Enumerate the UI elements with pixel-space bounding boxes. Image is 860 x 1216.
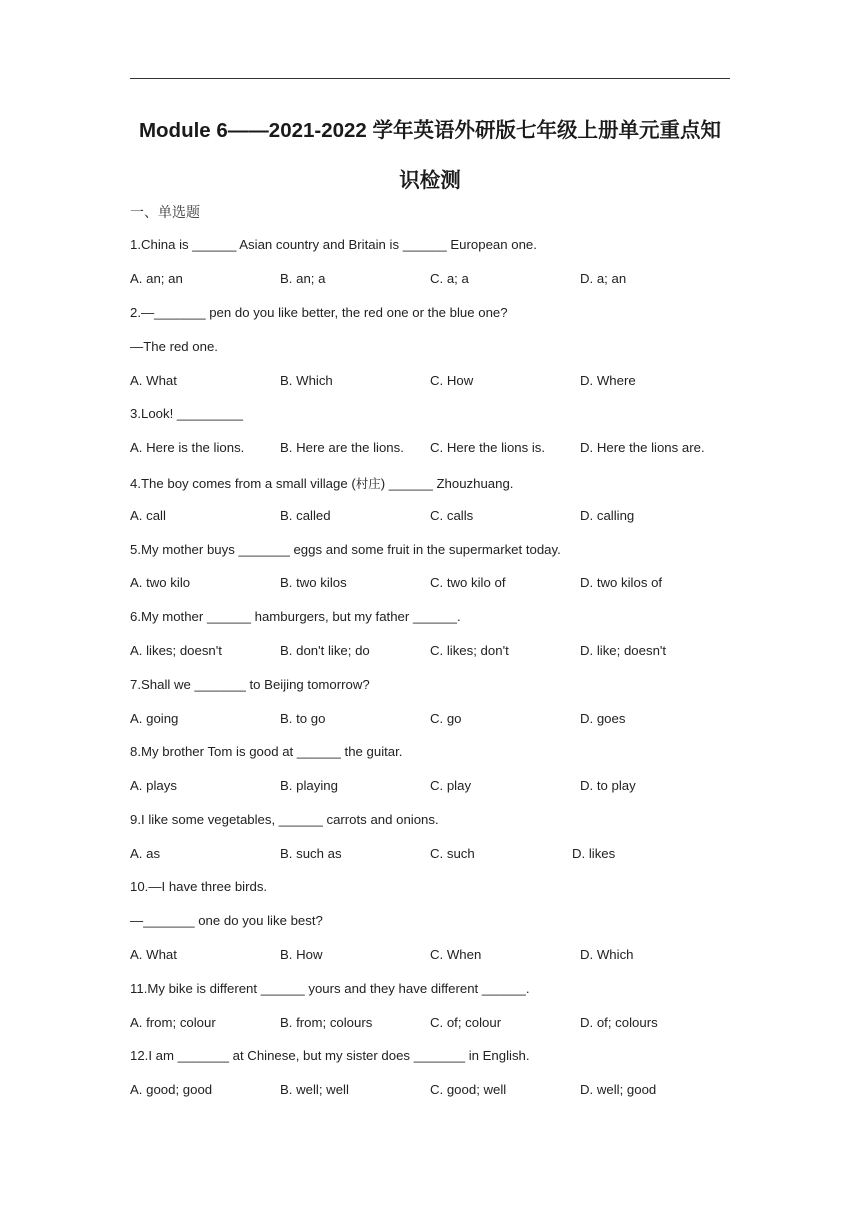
question-9-options [130, 846, 730, 864]
option-a: A. likes; doesn't [130, 643, 222, 658]
option-c: C. of; colour [430, 1015, 502, 1030]
option-b: B. two kilos [280, 575, 347, 590]
section-heading: 一、单选题 [130, 205, 200, 221]
option-c: C. play [430, 778, 472, 793]
option-b: B. to go [280, 711, 326, 726]
question-10-reply: —_______ one do you like best? [130, 913, 323, 928]
question-4-text-start: 4.The boy comes from a small village ( [130, 476, 356, 491]
option-a: A. from; colour [130, 1015, 216, 1030]
question-2-options [130, 373, 730, 391]
question-2-reply: —The red one. [130, 339, 218, 354]
header-rule [130, 78, 730, 79]
question-12-options [130, 1082, 730, 1100]
question-4 [130, 474, 513, 492]
option-d: D. goes [580, 711, 626, 726]
page-title [130, 106, 730, 206]
option-d: D. a; an [580, 271, 627, 286]
option-d: D. Which [580, 947, 634, 962]
option-b: B. Here are the lions. [280, 440, 404, 455]
option-b: B. playing [280, 778, 338, 793]
option-c: C. two kilo of [430, 575, 506, 590]
option-a: A. as [130, 846, 161, 861]
question-4-options [130, 508, 730, 526]
question-4-gloss: 村庄 [355, 476, 381, 491]
option-b: B. such as [280, 846, 342, 861]
option-b: B. from; colours [280, 1015, 373, 1030]
title-line-1: Module 6——2021-2022 学年英语外研版七年级上册单元重点知 [138, 119, 722, 142]
option-b: B. an; a [280, 271, 326, 286]
question-1: 1.China is ______ Asian country and Britain is ______ European one. [130, 237, 537, 252]
question-5: 5.My mother buys _______ eggs and some fruit in the supermarket today. [130, 542, 561, 557]
option-b: B. How [280, 947, 323, 962]
question-2: 2.—_______ pen do you like better, the red one or the blue one? [130, 305, 508, 320]
question-10: 10.—I have three birds. [130, 879, 268, 894]
question-3-options [130, 440, 730, 458]
option-d: D. likes [572, 846, 616, 861]
option-a: A. What [130, 373, 177, 388]
option-d: D. to play [580, 778, 636, 793]
option-c: C. good; well [430, 1082, 507, 1097]
option-a: A. an; an [130, 271, 183, 286]
option-c: C. calls [430, 508, 474, 523]
option-d: D. well; good [580, 1082, 657, 1097]
option-d: D. two kilos of [580, 575, 663, 590]
option-b: B. called [280, 508, 331, 523]
option-a: A. going [130, 711, 179, 726]
option-c: C. How [430, 373, 474, 388]
option-c: C. Here the lions is. [430, 440, 546, 455]
option-a: A. What [130, 947, 177, 962]
option-d: D. calling [580, 508, 635, 523]
question-6: 6.My mother ______ hamburgers, but my father ______. [130, 609, 461, 624]
question-11-options [130, 1015, 730, 1033]
question-8: 8.My brother Tom is good at ______ the guitar. [130, 744, 403, 759]
question-9: 9.I like some vegetables, ______ carrots and onions. [130, 812, 439, 827]
option-b: B. don't like; do [280, 643, 370, 658]
option-c: C. When [430, 947, 482, 962]
question-7-options [130, 711, 730, 729]
title-line-2: 识检测 [399, 169, 461, 192]
option-a: A. call [130, 508, 166, 523]
question-3: 3.Look! _________ [130, 406, 243, 421]
option-a: A. good; good [130, 1082, 213, 1097]
option-b: B. well; well [280, 1082, 349, 1097]
question-7: 7.Shall we _______ to Beijing tomorrow? [130, 677, 370, 692]
question-5-options [130, 575, 730, 593]
question-4-text-end: ) ______ Zhouzhuang. [380, 476, 514, 491]
question-12: 12.I am _______ at Chinese, but my sister does _______ in English. [130, 1048, 530, 1063]
question-8-options [130, 778, 730, 796]
option-a: A. plays [130, 778, 177, 793]
question-6-options [130, 643, 730, 661]
question-1-options [130, 271, 730, 289]
option-a: A. Here is the lions. [130, 440, 245, 455]
option-d: D. Here the lions are. [580, 440, 705, 455]
option-c: C. likes; don't [430, 643, 509, 658]
option-d: D. of; colours [580, 1015, 658, 1030]
option-c: C. go [430, 711, 462, 726]
question-11: 11.My bike is different ______ yours and they have different ______. [130, 981, 530, 996]
option-a: A. two kilo [130, 575, 191, 590]
option-b: B. Which [280, 373, 333, 388]
question-10-options [130, 947, 730, 965]
option-c: C. such [430, 846, 475, 861]
option-d: D. like; doesn't [580, 643, 667, 658]
option-c: C. a; a [430, 271, 469, 286]
option-d: D. Where [580, 373, 636, 388]
